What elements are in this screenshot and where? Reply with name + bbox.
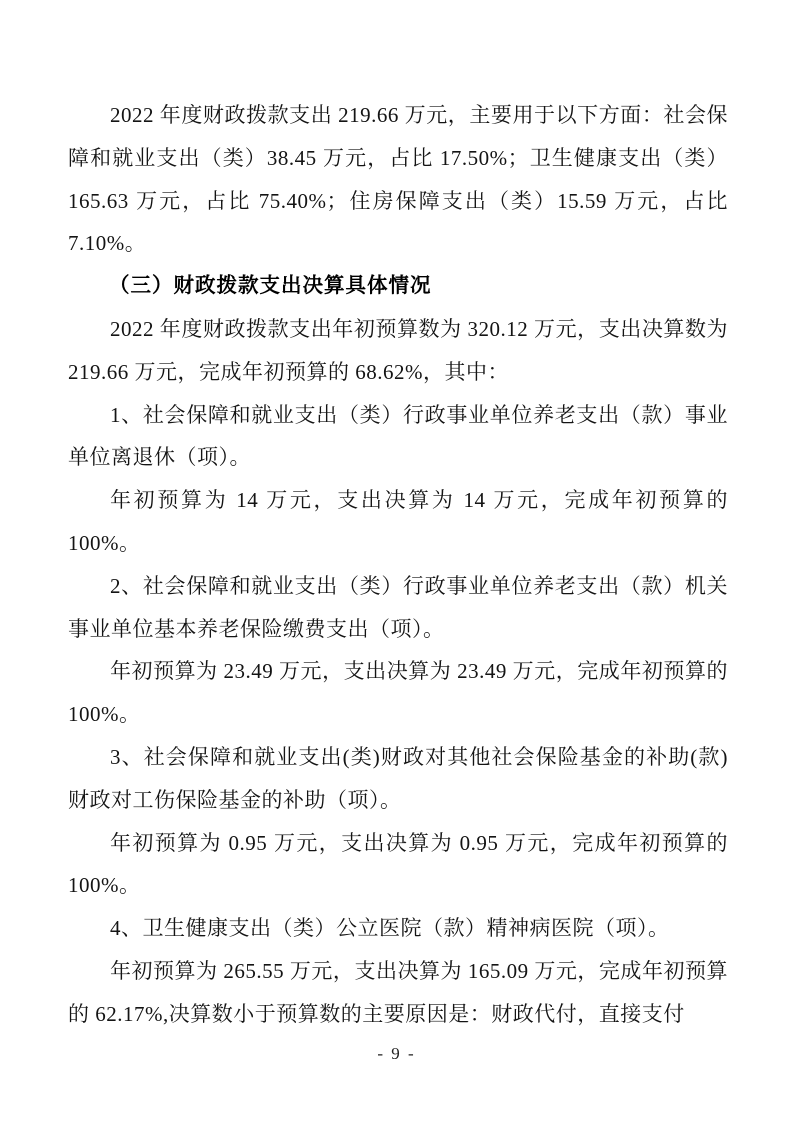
document-body xyxy=(68,94,728,1036)
paragraph-item-4-figures: 年初预算为 265.55 万元，支出决算为 165.09 万元，完成年初预算的 62.17%,决算数小于预算数的主要原因是：财政代付，直接支付 xyxy=(68,958,728,1026)
paragraph-funding-expenditure-overview: 2022 年度财政拨款支出 219.66 万元，主要用于以下方面：社会保障和就业支出（类）38.45 万元，占比 17.50%；卫生健康支出（类）165.63 万元，占比 75.40%；住房保障支出（类）15.59 万元，占比 7.10%。 xyxy=(68,103,728,256)
paragraph-item-1-title: 1、社会保障和就业支出（类）行政事业单位养老支出（款）事业单位离退休（项）。 xyxy=(68,402,728,470)
page-number: - 9 - xyxy=(377,1044,416,1063)
paragraph-item-4-title: 4、卫生健康支出（类）公立医院（款）精神病医院（项）。 xyxy=(110,916,670,941)
paragraph-item-3-title: 3、社会保障和就业支出(类)财政对其他社会保险基金的补助(款)财政对工伤保险基金的补助（项）。 xyxy=(68,744,728,812)
paragraph-item-2-figures: 年初预算为 23.49 万元，支出决算为 23.49 万元，完成年初预算的 100%。 xyxy=(68,659,728,727)
paragraph-item-2-title: 2、社会保障和就业支出（类）行政事业单位养老支出（款）机关事业单位基本养老保险缴费支出（项）。 xyxy=(68,573,728,641)
section-heading-expenditure-details: （三）财政拨款支出决算具体情况 xyxy=(109,274,432,298)
paragraph-item-1-figures: 年初预算为 14 万元，支出决算为 14 万元，完成年初预算的 100%。 xyxy=(68,488,728,555)
paragraph-budget-vs-final: 2022 年度财政拨款支出年初预算数为 320.12 万元，支出决算数为 219.66 万元，完成年初预算的 68.62%，其中： xyxy=(68,316,728,384)
paragraph-item-3-figures: 年初预算为 0.95 万元，支出决算为 0.95 万元，完成年初预算的 100%。 xyxy=(68,830,728,898)
